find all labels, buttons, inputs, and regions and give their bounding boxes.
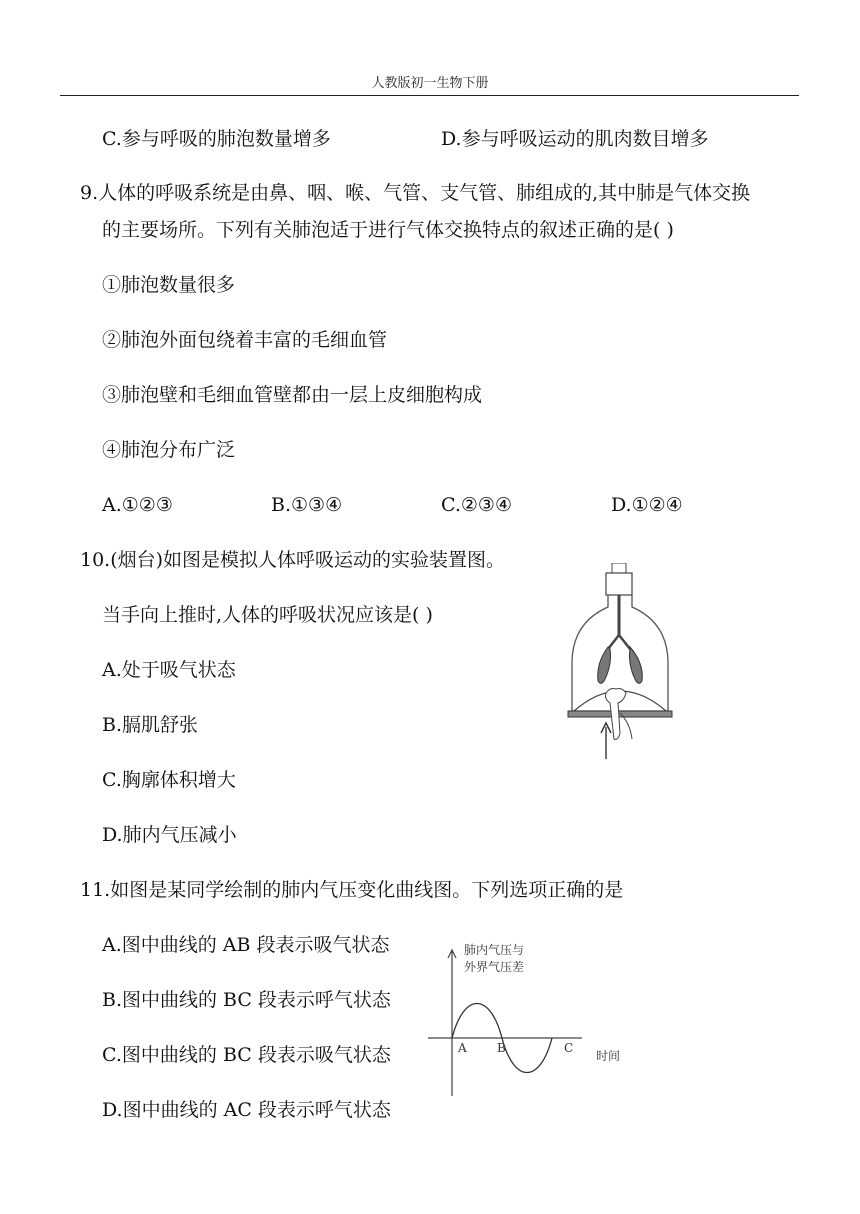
q10-question: 当手向上推时,人体的呼吸状况应该是( ) bbox=[102, 604, 433, 626]
graph-point-b: B bbox=[497, 1041, 506, 1055]
graph-xlabel: 时间 bbox=[596, 1049, 621, 1063]
q9-statement-4: ④肺泡分布广泛 bbox=[102, 439, 236, 461]
q11-option-b: B.图中曲线的 BC 段表示呼气状态 bbox=[102, 989, 391, 1011]
q11-option-c: C.图中曲线的 BC 段表示吸气状态 bbox=[102, 1044, 391, 1066]
q9-statement-2: ②肺泡外面包绕着丰富的毛细血管 bbox=[102, 329, 388, 351]
q10-option-b: B.膈肌舒张 bbox=[102, 714, 199, 736]
header-divider bbox=[60, 95, 799, 96]
q9-option-a: A.①②③ bbox=[102, 494, 173, 516]
graph-ylabel-line2: 外界气压差 bbox=[464, 960, 525, 974]
graph-ylabel-line1: 肺内气压与 bbox=[464, 943, 525, 957]
q11-option-d: D.图中曲线的 AC 段表示呼气状态 bbox=[102, 1099, 391, 1121]
q9-option-d: D.①②④ bbox=[611, 494, 683, 516]
q10-option-d: D.肺内气压减小 bbox=[102, 824, 237, 846]
q8-option-c: C.参与呼吸的肺泡数量增多 bbox=[102, 128, 331, 150]
q10-stem: 10.(烟台)如图是模拟人体呼吸运动的实验装置图。 bbox=[80, 549, 506, 571]
page-header: 人教版初一生物下册 bbox=[371, 76, 489, 91]
bell-jar-apparatus-figure bbox=[560, 563, 690, 763]
graph-point-c: C bbox=[564, 1041, 574, 1055]
q10-option-c: C.胸廓体积增大 bbox=[102, 769, 236, 791]
q9-option-c: C.②③④ bbox=[441, 494, 512, 516]
q9-statement-1: ①肺泡数量很多 bbox=[102, 274, 236, 296]
q9-option-b: B.①③④ bbox=[271, 494, 343, 516]
q11-option-a: A.图中曲线的 AB 段表示吸气状态 bbox=[102, 934, 390, 956]
q9-statement-3: ③肺泡壁和毛细血管壁都由一层上皮细胞构成 bbox=[102, 384, 483, 406]
q9-stem-line2: 的主要场所。下列有关肺泡适于进行气体交换特点的叙述正确的是( ) bbox=[102, 219, 674, 241]
q10-option-a: A.处于吸气状态 bbox=[102, 659, 236, 681]
q11-stem: 11.如图是某同学绘制的肺内气压变化曲线图。下列选项正确的是 bbox=[80, 879, 624, 901]
q8-option-d: D.参与呼吸运动的肌肉数目增多 bbox=[441, 128, 709, 150]
lung-pressure-curve-figure bbox=[420, 938, 640, 1103]
graph-point-a: A bbox=[458, 1041, 467, 1055]
q9-stem-line1: 9.人体的呼吸系统是由鼻、咽、喉、气管、支气管、肺组成的,其中肺是气体交换 bbox=[80, 182, 751, 204]
